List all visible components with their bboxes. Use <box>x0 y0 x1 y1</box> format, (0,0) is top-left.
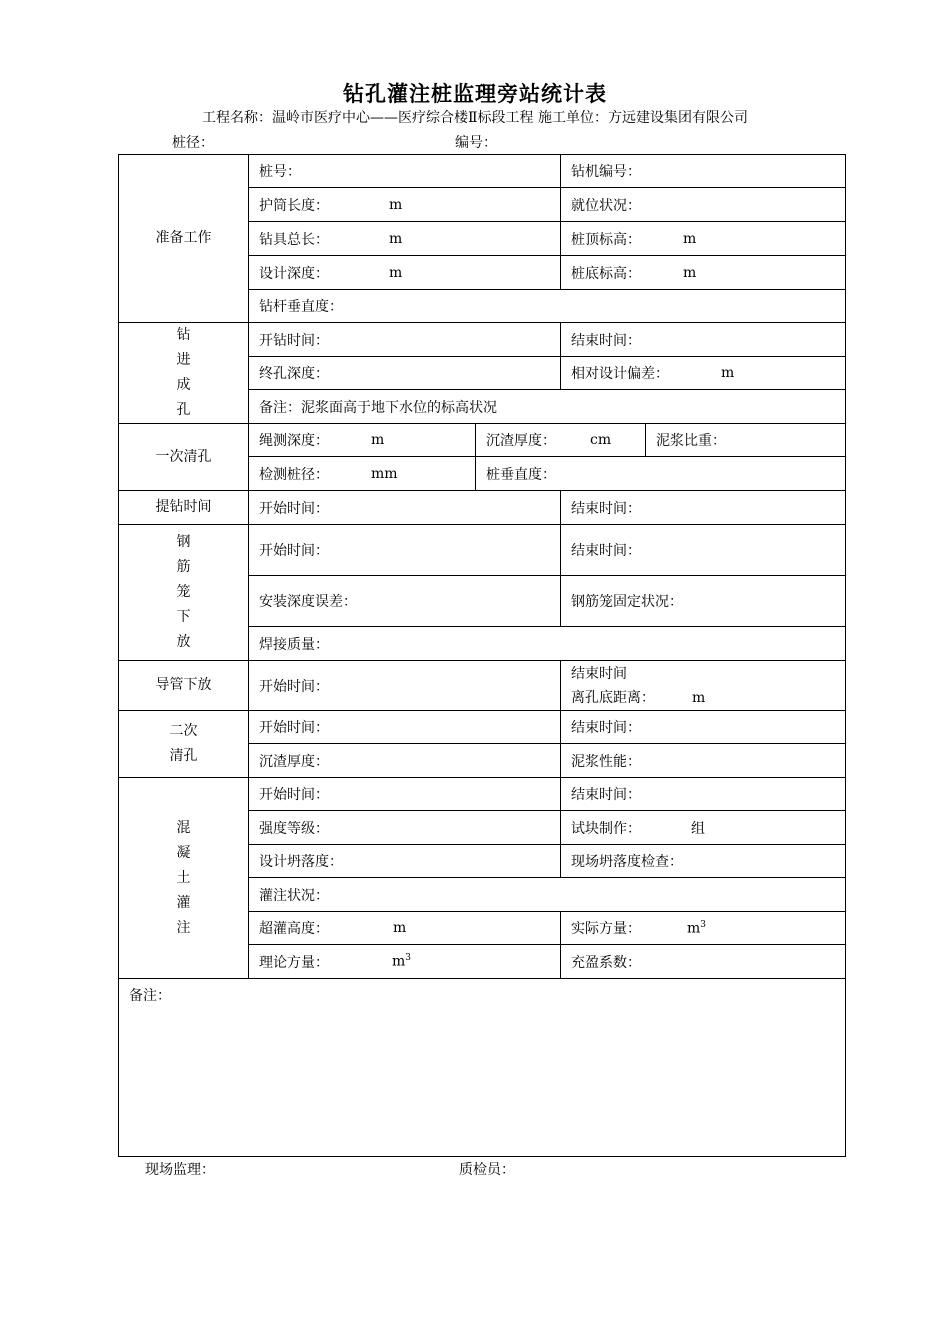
theory-volume-field[interactable]: 理论方量： $m^3$ <box>249 945 561 979</box>
design-depth-field[interactable]: 设计深度： m <box>249 256 561 290</box>
site-supervisor-label: 现场监理： <box>145 1162 215 1178</box>
drill-end-field[interactable]: 结束时间： <box>561 323 846 357</box>
pour-end-field[interactable]: 结束时间： <box>561 778 846 811</box>
serial-number-label: 编号： <box>455 135 497 151</box>
pour-start-field[interactable]: 开始时间： <box>249 778 561 811</box>
rig-no-field[interactable]: 钻机编号： <box>561 155 846 188</box>
sediment-thickness-field[interactable]: 沉渣厚度： cm <box>476 424 646 457</box>
pile-no-field[interactable]: 桩号： <box>249 155 561 188</box>
form-title: 钻孔灌注桩监理旁站统计表 <box>343 81 607 106</box>
section-clean2-label: 二次 清孔 <box>119 711 249 778</box>
cage-fix-status-field[interactable]: 钢筋笼固定状况： <box>561 576 846 627</box>
project-info: 工程名称：温岭市医疗中心——医疗综合楼Ⅱ标段工程 施工单位：方远建设集团有限公司 <box>202 110 748 126</box>
drill-start-field[interactable]: 开钻时间： <box>249 323 561 357</box>
section-tremie-label: 导管下放 <box>119 661 249 711</box>
drill-remark-field[interactable]: 备注：泥浆面高于地下水位的标高状况 <box>249 390 846 424</box>
install-depth-error-field[interactable]: 安装深度误差： <box>249 576 561 627</box>
over-pour-height-field[interactable]: 超灌高度： m <box>249 912 561 945</box>
quality-inspector-label: 质检员： <box>459 1162 515 1178</box>
final-depth-field[interactable]: 终孔深度： <box>249 357 561 390</box>
tremie-end-field[interactable]: 结束时间 离孔底距离： m <box>561 661 846 711</box>
top-elevation-field[interactable]: 桩顶标高： m <box>561 222 846 256</box>
section-drilling-label: 钻 进 成 孔 <box>119 323 249 424</box>
clean2-end-field[interactable]: 结束时间： <box>561 711 846 744</box>
remarks-field[interactable]: 备注： <box>119 979 846 1157</box>
clean2-sediment-field[interactable]: 沉渣厚度： <box>249 744 561 778</box>
mud-property-field[interactable]: 泥浆性能： <box>561 744 846 778</box>
design-slump-field[interactable]: 设计坍落度： <box>249 845 561 878</box>
design-deviation-field[interactable]: 相对设计偏差： m <box>561 357 846 390</box>
cage-end-field[interactable]: 结束时间： <box>561 525 846 576</box>
section-pour-label: 混 凝 土 灌 注 <box>119 778 249 979</box>
pour-status-field[interactable]: 灌注状况： <box>249 878 846 912</box>
actual-volume-field[interactable]: 实际方量： $m^3$ <box>561 912 846 945</box>
positioning-field[interactable]: 就位状况： <box>561 188 846 222</box>
pile-verticality-field[interactable]: 桩垂直度： <box>476 457 846 491</box>
measured-diameter-field[interactable]: 检测桩径： mm <box>249 457 476 491</box>
casing-length-field[interactable]: 护筒长度： m <box>249 188 561 222</box>
section-prep-label: 准备工作 <box>119 155 249 323</box>
bottom-elevation-field[interactable]: 桩底标高： m <box>561 256 846 290</box>
lift-start-field[interactable]: 开始时间： <box>249 491 561 525</box>
tool-length-field[interactable]: 钻具总长： m <box>249 222 561 256</box>
strength-grade-field[interactable]: 强度等级： <box>249 811 561 845</box>
section-clean1-label: 一次清孔 <box>119 424 249 491</box>
lift-end-field[interactable]: 结束时间： <box>561 491 846 525</box>
rod-verticality-field[interactable]: 钻杆垂直度： <box>249 290 846 323</box>
clean2-start-field[interactable]: 开始时间： <box>249 711 561 744</box>
pile-diameter-label: 桩径： <box>172 135 214 151</box>
inspection-table <box>118 154 846 1157</box>
site-slump-field[interactable]: 现场坍落度检查： <box>561 845 846 878</box>
mud-density-field[interactable]: 泥浆比重： <box>646 424 846 457</box>
section-cage-label: 钢 筋 笼 下 放 <box>119 525 249 661</box>
weld-quality-field[interactable]: 焊接质量： <box>249 627 846 661</box>
section-lift-label: 提钻时间 <box>119 491 249 525</box>
tremie-start-field[interactable]: 开始时间： <box>249 661 561 711</box>
sample-count-field[interactable]: 试块制作： 组 <box>561 811 846 845</box>
cage-start-field[interactable]: 开始时间： <box>249 525 561 576</box>
rope-depth-field[interactable]: 绳测深度： m <box>249 424 476 457</box>
fill-coefficient-field[interactable]: 充盈系数： <box>561 945 846 979</box>
